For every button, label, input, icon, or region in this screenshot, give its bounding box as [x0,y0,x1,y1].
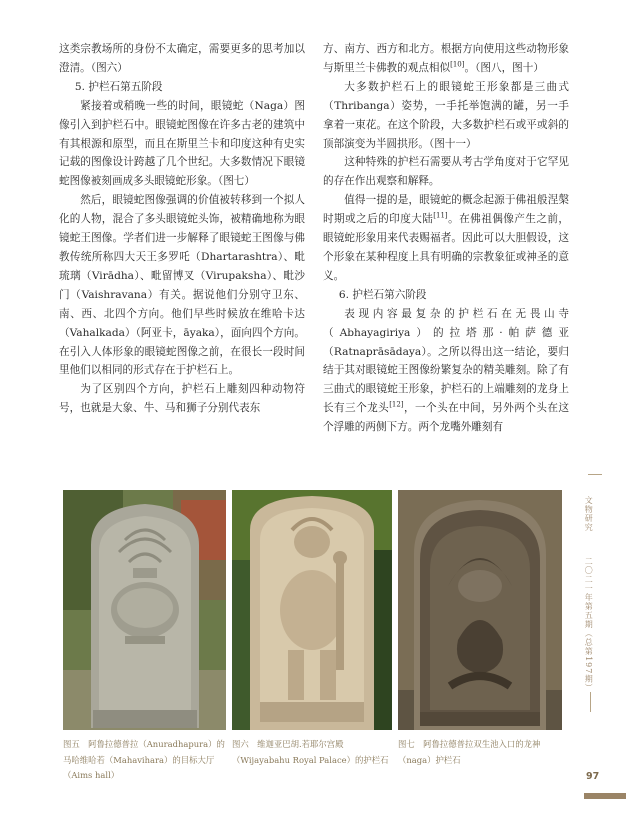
page-accent-bar [584,793,626,799]
sidebar-issue: 二〇二一年第五期（总第197期） [584,557,594,693]
paragraph-naga-intro: 紧接着或稍晚一些的时间，眼镜蛇（Naga）图像引入到护栏石中。眼镜蛇图像在许多古老的建筑中有其根源和原型，而且在斯里兰卡和印度这种有史实记载的图像设计跨越了几个世纪。大多数情况下眼镜蛇图像被刻画成多头眼镜蛇形象。（图七） [59,99,305,188]
paragraph-thribanga: 大多数护栏石上的眼镜蛇王形象都是三曲式（Thribanga）姿势，一手托举饱满的罐，另一手拿着一束花。在这个阶段，大多数护栏石或平或斜的顶部演变为半圆拱形。（图十一） [323,80,569,150]
citation-mark: [10] [450,60,465,69]
figure-6-caption: 图六 维迦亚巴胡.若耶尔宫殿（Wijayabahu Royal Palace）的护栏石 [232,739,389,765]
paragraph-naga-origin [323,191,569,286]
sidebar-divider [588,474,602,475]
continued-paragraph: 这类宗教场所的身份不太确定，需要更多的思考加以澄清。（图六） [59,43,305,74]
paragraph-text-after: ，一个头在中间，另外两个头在这个浮雕的两侧下方。两个龙嘴外雕刻有 [323,402,570,434]
guardstone-dwarf-image [232,490,392,730]
paragraph-archaeology: 这种特殊的护栏石需要从考古学角度对于它罕见的存在作出观察和解释。 [323,156,569,188]
figure-6-photo [232,490,392,730]
page-number: 97 [586,771,600,782]
section-heading-stage5: 5. 护栏石第五阶段 [74,80,163,93]
figure-5-photo [63,490,226,730]
paragraph-text: 方、南方、西方和北方。根据方向使用这些动物形象与斯里兰卡佛教的观点相似 [323,43,569,74]
paragraph-naga-king: 然后，眼镜蛇图像强调的价值被转移到一个拟人化的人物，混合了多头眼镜蛇头饰，被精确地称为眼镜蛇王图像。学者们进一步解释了眼镜蛇王图像与佛教传统所称四大天王多罗吒（Dhartarashtra）、毗琉璃（Virādha）、毗留博叉（Virupaksha）、毗沙门（Vaishravana）有关。据说他们分别守卫东、南、西、北四个方向。他们早些时候放在维哈卡达（Vahalkada）（阿亚卡，āyaka），面向四个方向。在引入人体形象的眼镜蛇图像之前，在很长一段时间里他们以相同的形式存在于护栏石上。 [59,194,305,377]
figure-7-photo [398,490,562,730]
paragraph-text: 值得一提的是，眼镜蛇的概念起源于佛祖般涅槃时期或之后的印度大陆 [323,194,569,226]
guardstone-urn-image [63,490,226,730]
paragraph-ratnaprasadaya [323,305,569,437]
figure-5-caption: 图五 阿鲁拉德普拉（Anuradhapura）的马哈维哈若（Mahavihara）的目标大厅（Aims hall） [63,739,225,780]
sidebar-label: 文物研究 [584,496,594,532]
section-heading-stage6: 6. 护栏石第六阶段 [338,288,427,301]
right-text-column [323,40,569,437]
continued-paragraph-directions [323,40,569,78]
sidebar-divider [590,692,591,712]
paragraph-directions: 为了区别四个方向，护栏石上雕刻四种动物符号，也就是大象、牛、马和狮子分别代表东 [59,383,305,415]
figure-7-caption: 图七 阿鲁拉德普拉双生池入口的龙神（naga）护栏石 [398,739,541,765]
left-text-column [59,40,305,418]
paragraph-text-after: 。（图八，图十） [464,61,544,74]
citation-mark: [12] [389,400,404,409]
paragraph-text-after: 。在佛祖偶像产生之前，眼镜蛇形象用来代表赐福者。因此可以大胆假设，这个形象在某种程度上具有明确的宗教象征或神圣的意义。 [323,213,569,282]
citation-mark: [11] [433,211,448,220]
journal-sidebar [584,496,593,692]
guardstone-naga-image [398,490,562,730]
paragraph-text: 表现内容最复杂的护栏石在无畏山寺（Abhayagiriya）的拉塔那·帕萨德亚（Ratnaprāsādaya）。之所以得出这一结论，要归结于其对眼镜蛇王图像纷繁复杂的精美雕刻。除了有三曲式的眼镜蛇王形象，护栏石的上端雕刻的龙身上长有三个龙头 [323,307,569,415]
